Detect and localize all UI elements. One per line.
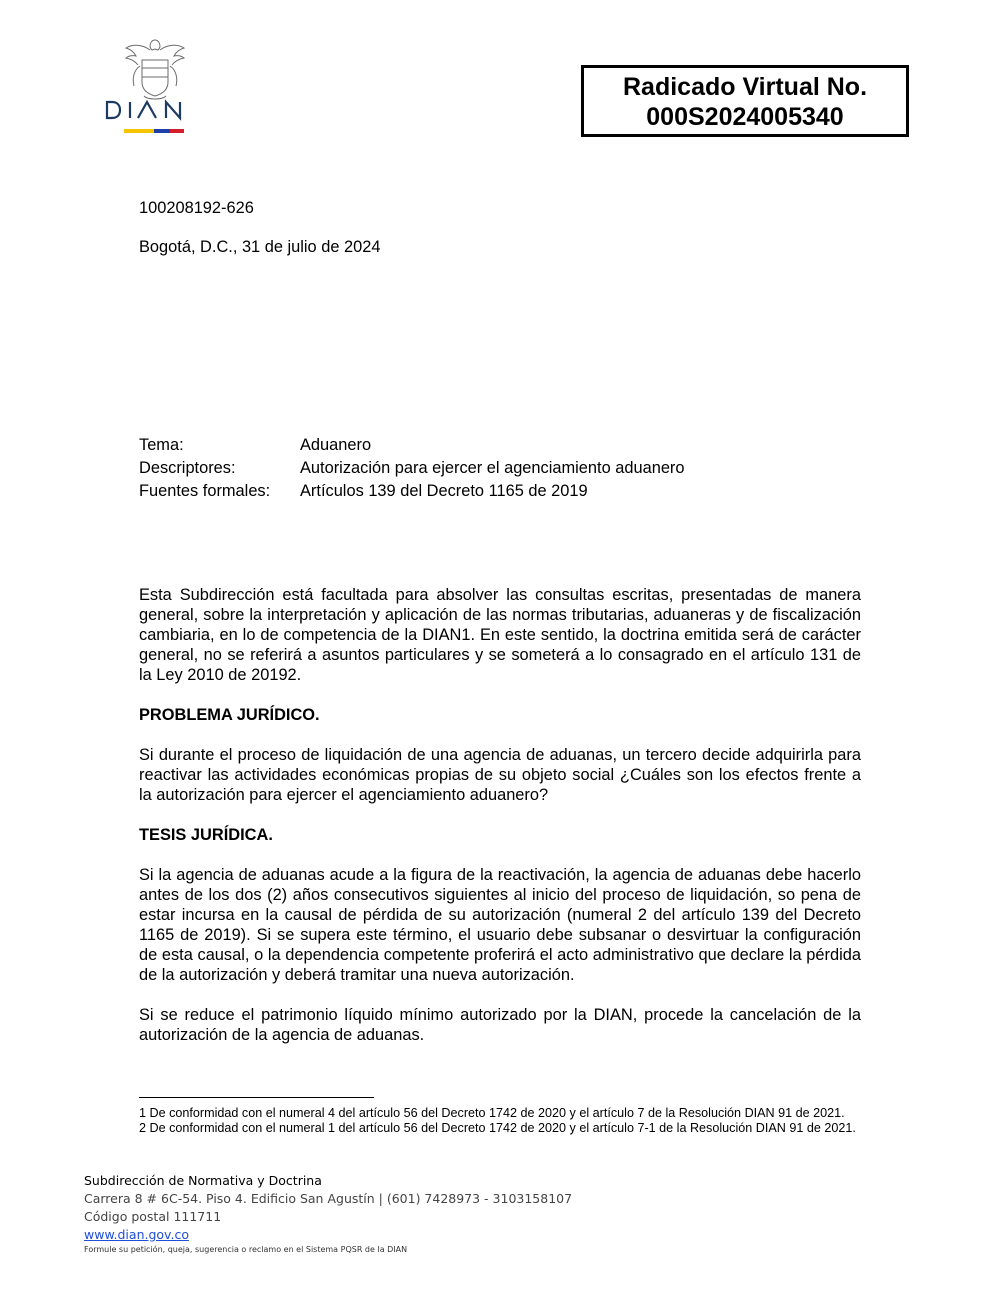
reference-number: 100208192-626: [139, 199, 254, 217]
radicado-number: 000S2024005340: [646, 103, 844, 131]
problema-paragraph: Si durante el proceso de liquidación de una agencia de aduanas, un tercero decide adquirirla para reactivar las actividades económicas propias de su objeto social ¿Cuáles son los efectos frente a la autorización para ejercer el agenciamiento aduanero?: [139, 746, 861, 804]
footer-note: Formule su petición, queja, sugerencia o reclamo en el Sistema PQSR de la DIAN: [84, 1245, 408, 1254]
tesis-paragraph-1: Si la agencia de aduanas acude a la figura de la reactivación, la agencia de aduanas debe hacerlo antes de los dos (2) años consecutivos siguientes al inicio del proceso de liquidación, so pena de estar incursa en la causal de pérdida de su autorización (numeral 2 del artículo 139 del Decreto 1165 de 2019). Si se supera este término, el usuario debe subsanar o desvirtuar la configuración de esta causal, o la dependencia competente proferirá el acto administrativo que declare la pérdida de la autorización y deberá tramitar una nueva autorización.: [139, 866, 861, 984]
footnotes: [139, 1106, 861, 1136]
footer-address: Carrera 8 # 6C-54. Piso 4. Edificio San Agustín | (601) 7428973 - 3103158107: [84, 1191, 573, 1206]
meta-row-fuentes: [139, 480, 839, 503]
tesis-paragraph-2: Si se reduce el patrimonio líquido mínimo autorizado por la DIAN, procede la cancelación de la autorización de la agencia de aduanas.: [139, 1006, 861, 1044]
meta-key: Tema:: [139, 436, 184, 454]
metadata-block: [139, 434, 839, 503]
tesis-heading: TESIS JURÍDICA.: [139, 826, 273, 844]
footer-postal: Código postal 111711: [84, 1209, 222, 1224]
meta-key: Fuentes formales:: [139, 482, 271, 500]
radicado-label: Radicado Virtual No.: [622, 73, 868, 101]
meta-value: Autorización para ejercer el agenciamiento aduanero: [300, 459, 685, 477]
meta-row-descriptores: [139, 457, 839, 480]
meta-row-tema: [139, 434, 839, 457]
radicado-box: [581, 65, 909, 137]
footer-office: Subdirección de Normativa y Doctrina: [84, 1173, 322, 1188]
footnote-divider: [139, 1097, 374, 1098]
problema-heading: PROBLEMA JURÍDICO.: [139, 706, 320, 724]
meta-key: Descriptores:: [139, 459, 236, 477]
footer-website-link[interactable]: www.dian.gov.co: [84, 1227, 189, 1242]
footnote-1: 1 De conformidad con el numeral 4 del artículo 56 del Decreto 1742 de 2020 y el artículo 7 de la Resolución DIAN 91 de 2021.: [139, 1106, 845, 1120]
footnote-2: 2 De conformidad con el numeral 1 del artículo 56 del Decreto 1742 de 2020 y el artículo 7-1 de la Resolución DIAN 91 de 2021.: [139, 1121, 856, 1135]
page-footer: [84, 1172, 572, 1256]
dian-logo: [104, 36, 206, 138]
intro-paragraph: Esta Subdirección está facultada para absolver las consultas escritas, presentadas de manera general, sobre la interpretación y aplicación de las normas tributarias, aduaneras y de fiscalización cambiaria, en lo de competencia de la DIAN1. En este sentido, la doctrina emitida será de carácter general, no se referirá a asuntos particulares y se someterá a lo consagrado en el artículo 131 de la Ley 2010 de 20192.: [139, 586, 861, 684]
letter-body: [139, 585, 861, 1045]
meta-value: Aduanero: [300, 436, 372, 454]
coat-of-arms-icon: [104, 36, 206, 138]
letter-date: Bogotá, D.C., 31 de julio de 2024: [139, 238, 381, 256]
meta-value: Artículos 139 del Decreto 1165 de 2019: [300, 482, 588, 500]
